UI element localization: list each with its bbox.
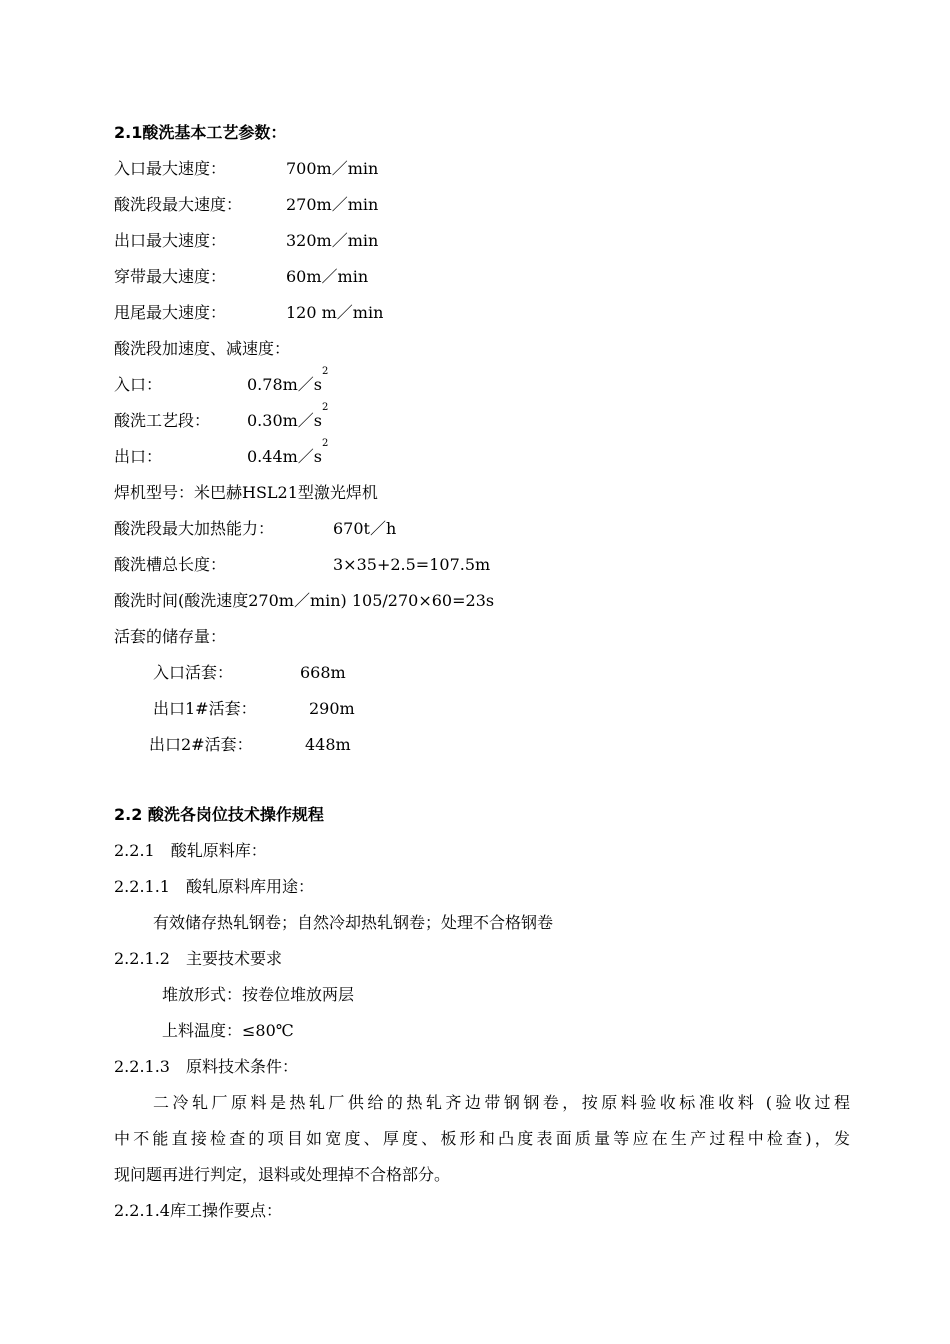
param-value: 320m／min xyxy=(286,231,379,250)
welder-model: 焊机型号：米巴赫HSL21型激光焊机 xyxy=(114,483,378,502)
loop-value: 668m xyxy=(300,663,346,682)
param-label: 入口最大速度： xyxy=(114,159,227,178)
tank-value: 3×35+2.5=107.5m xyxy=(333,555,491,574)
accel-exponent: 2 xyxy=(322,402,329,413)
heating-label: 酸洗段最大加热能力： xyxy=(114,519,275,538)
subsection-2-2-1-3: 2.2.1.3 原料技术条件： xyxy=(114,1057,298,1076)
param-label: 出口最大速度： xyxy=(114,231,227,250)
loop-label: 出口1#活套： xyxy=(153,699,257,718)
accel-value xyxy=(247,402,329,432)
subsection-2-2-1-1: 2.2.1.1 酸轧原料库用途： xyxy=(114,877,314,896)
accel-heading: 酸洗段加速度、减速度： xyxy=(114,339,291,358)
paragraph-line: 中不能直接检查的项目如宽度、厚度、板形和凸度表面质量等应在生产过程中检查)，发 xyxy=(114,1129,850,1148)
paragraph-line: 现问题再进行判定，退料或处理掉不合格部分。 xyxy=(114,1165,451,1184)
param-value: 60m／min xyxy=(286,267,369,286)
accel-value-text: 0.78m／s xyxy=(247,375,323,394)
subsection-2-2-1-4: 2.2.1.4库工操作要点： xyxy=(114,1201,282,1220)
accel-label: 入口： xyxy=(114,375,163,394)
accel-label: 酸洗工艺段： xyxy=(114,411,211,430)
accel-value xyxy=(247,438,329,468)
param-label: 酸洗段最大速度： xyxy=(114,195,243,214)
accel-value xyxy=(247,366,329,396)
tank-label: 酸洗槽总长度： xyxy=(114,555,227,574)
subsection-2-2-1-2: 2.2.1.2 主要技术要求 xyxy=(114,949,282,968)
stacking-form: 堆放形式：按卷位堆放两层 xyxy=(162,985,355,1004)
accel-value-text: 0.44m／s xyxy=(247,447,323,466)
loop-value: 448m xyxy=(305,735,351,754)
accel-value-text: 0.30m／s xyxy=(247,411,323,430)
pickling-time: 酸洗时间(酸洗速度270m／min) 105/270×60=23s xyxy=(114,591,495,610)
loop-value: 290m xyxy=(309,699,355,718)
param-label: 穿带最大速度： xyxy=(114,267,227,286)
heating-value: 670t／h xyxy=(333,519,397,538)
accel-exponent: 2 xyxy=(322,366,329,377)
section-heading-2-2: 2.2 酸洗各岗位技术操作规程 xyxy=(114,805,324,824)
param-label: 甩尾最大速度： xyxy=(114,303,227,322)
section-heading-2-1: 2.1酸洗基本工艺参数： xyxy=(114,123,287,142)
param-value: 120 m／min xyxy=(286,303,384,322)
param-value: 700m／min xyxy=(286,159,379,178)
loop-label: 出口2#活套： xyxy=(149,735,253,754)
feed-temperature: 上料温度：≤80℃ xyxy=(162,1021,294,1040)
param-value: 270m／min xyxy=(286,195,379,214)
subsection-2-2-1: 2.2.1 酸轧原料库： xyxy=(114,841,267,860)
paragraph-line: 二冷轧厂原料是热轧厂供给的热轧齐边带钢钢卷，按原料验收标准收料 (验收过程 xyxy=(153,1093,850,1112)
storage-purpose: 有效储存热轧钢卷；自然冷却热轧钢卷；处理不合格钢卷 xyxy=(153,913,554,932)
accel-exponent: 2 xyxy=(322,438,329,449)
loop-heading: 活套的储存量： xyxy=(114,627,227,646)
accel-label: 出口： xyxy=(114,447,163,466)
loop-label: 入口活套： xyxy=(153,663,234,682)
